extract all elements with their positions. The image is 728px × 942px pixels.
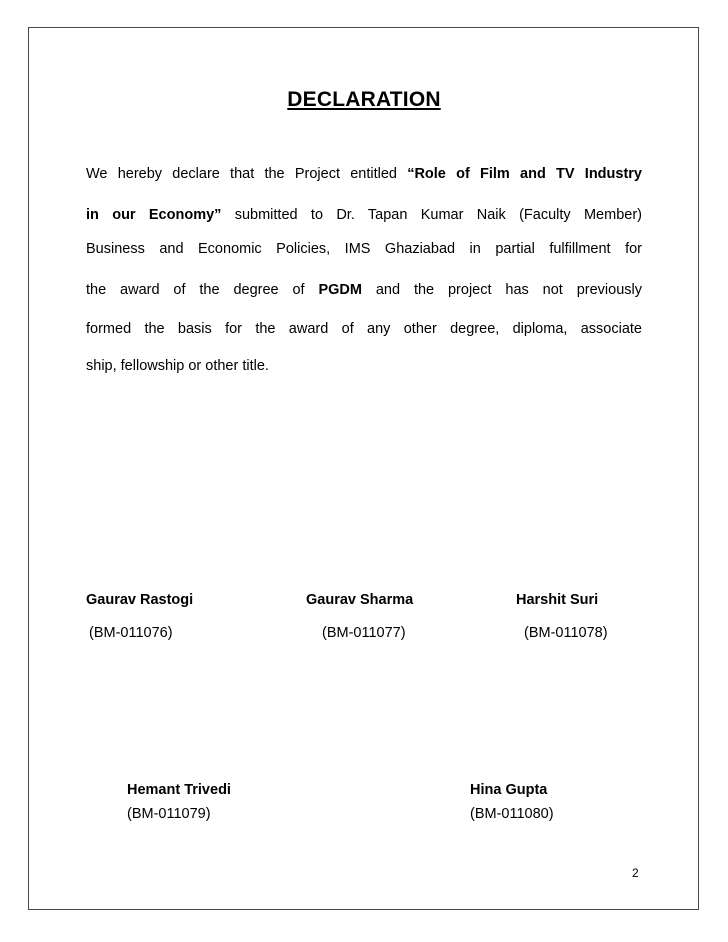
member-id: (BM-011080)	[470, 806, 554, 822]
page-border	[28, 27, 699, 910]
declaration-line-4	[86, 281, 642, 299]
member-name: Gaurav Rastogi	[86, 592, 194, 608]
member-id: (BM-011077)	[322, 625, 406, 641]
declaration-text: the award of the degree of	[86, 282, 319, 298]
declaration-text: and the project has not previously	[361, 282, 642, 298]
member-id: (BM-011078)	[524, 625, 608, 641]
project-title-part-1: “Role of Film and TV Industry	[407, 166, 642, 182]
member-id: (BM-011076)	[89, 625, 173, 641]
declaration-line-6: ship, fellowship or other title.	[86, 358, 269, 374]
declaration-text: submitted to Dr. Tapan Kumar Naik (Faculty Member)	[221, 207, 642, 223]
member-name: Harshit Suri	[516, 592, 599, 608]
member-name: Hemant Trivedi	[127, 782, 231, 798]
project-title-part-2: in our Economy”	[86, 207, 222, 223]
member-name: Gaurav Sharma	[306, 592, 414, 608]
declaration-line-5: formed the basis for the award of any other degree, diploma, associate	[86, 321, 642, 337]
page-number: 2	[632, 866, 639, 880]
member-id: (BM-011079)	[127, 806, 211, 822]
declaration-line-2	[86, 206, 642, 224]
declaration-line-3: Business and Economic Policies, IMS Ghaziabad in partial fulfillment for	[86, 241, 642, 257]
degree-name: PGDM	[318, 282, 362, 298]
page-title: DECLARATION	[287, 88, 441, 111]
member-name: Hina Gupta	[470, 782, 548, 798]
declaration-line-1	[86, 165, 642, 183]
declaration-text: We hereby declare that the Project entitled	[86, 166, 408, 182]
